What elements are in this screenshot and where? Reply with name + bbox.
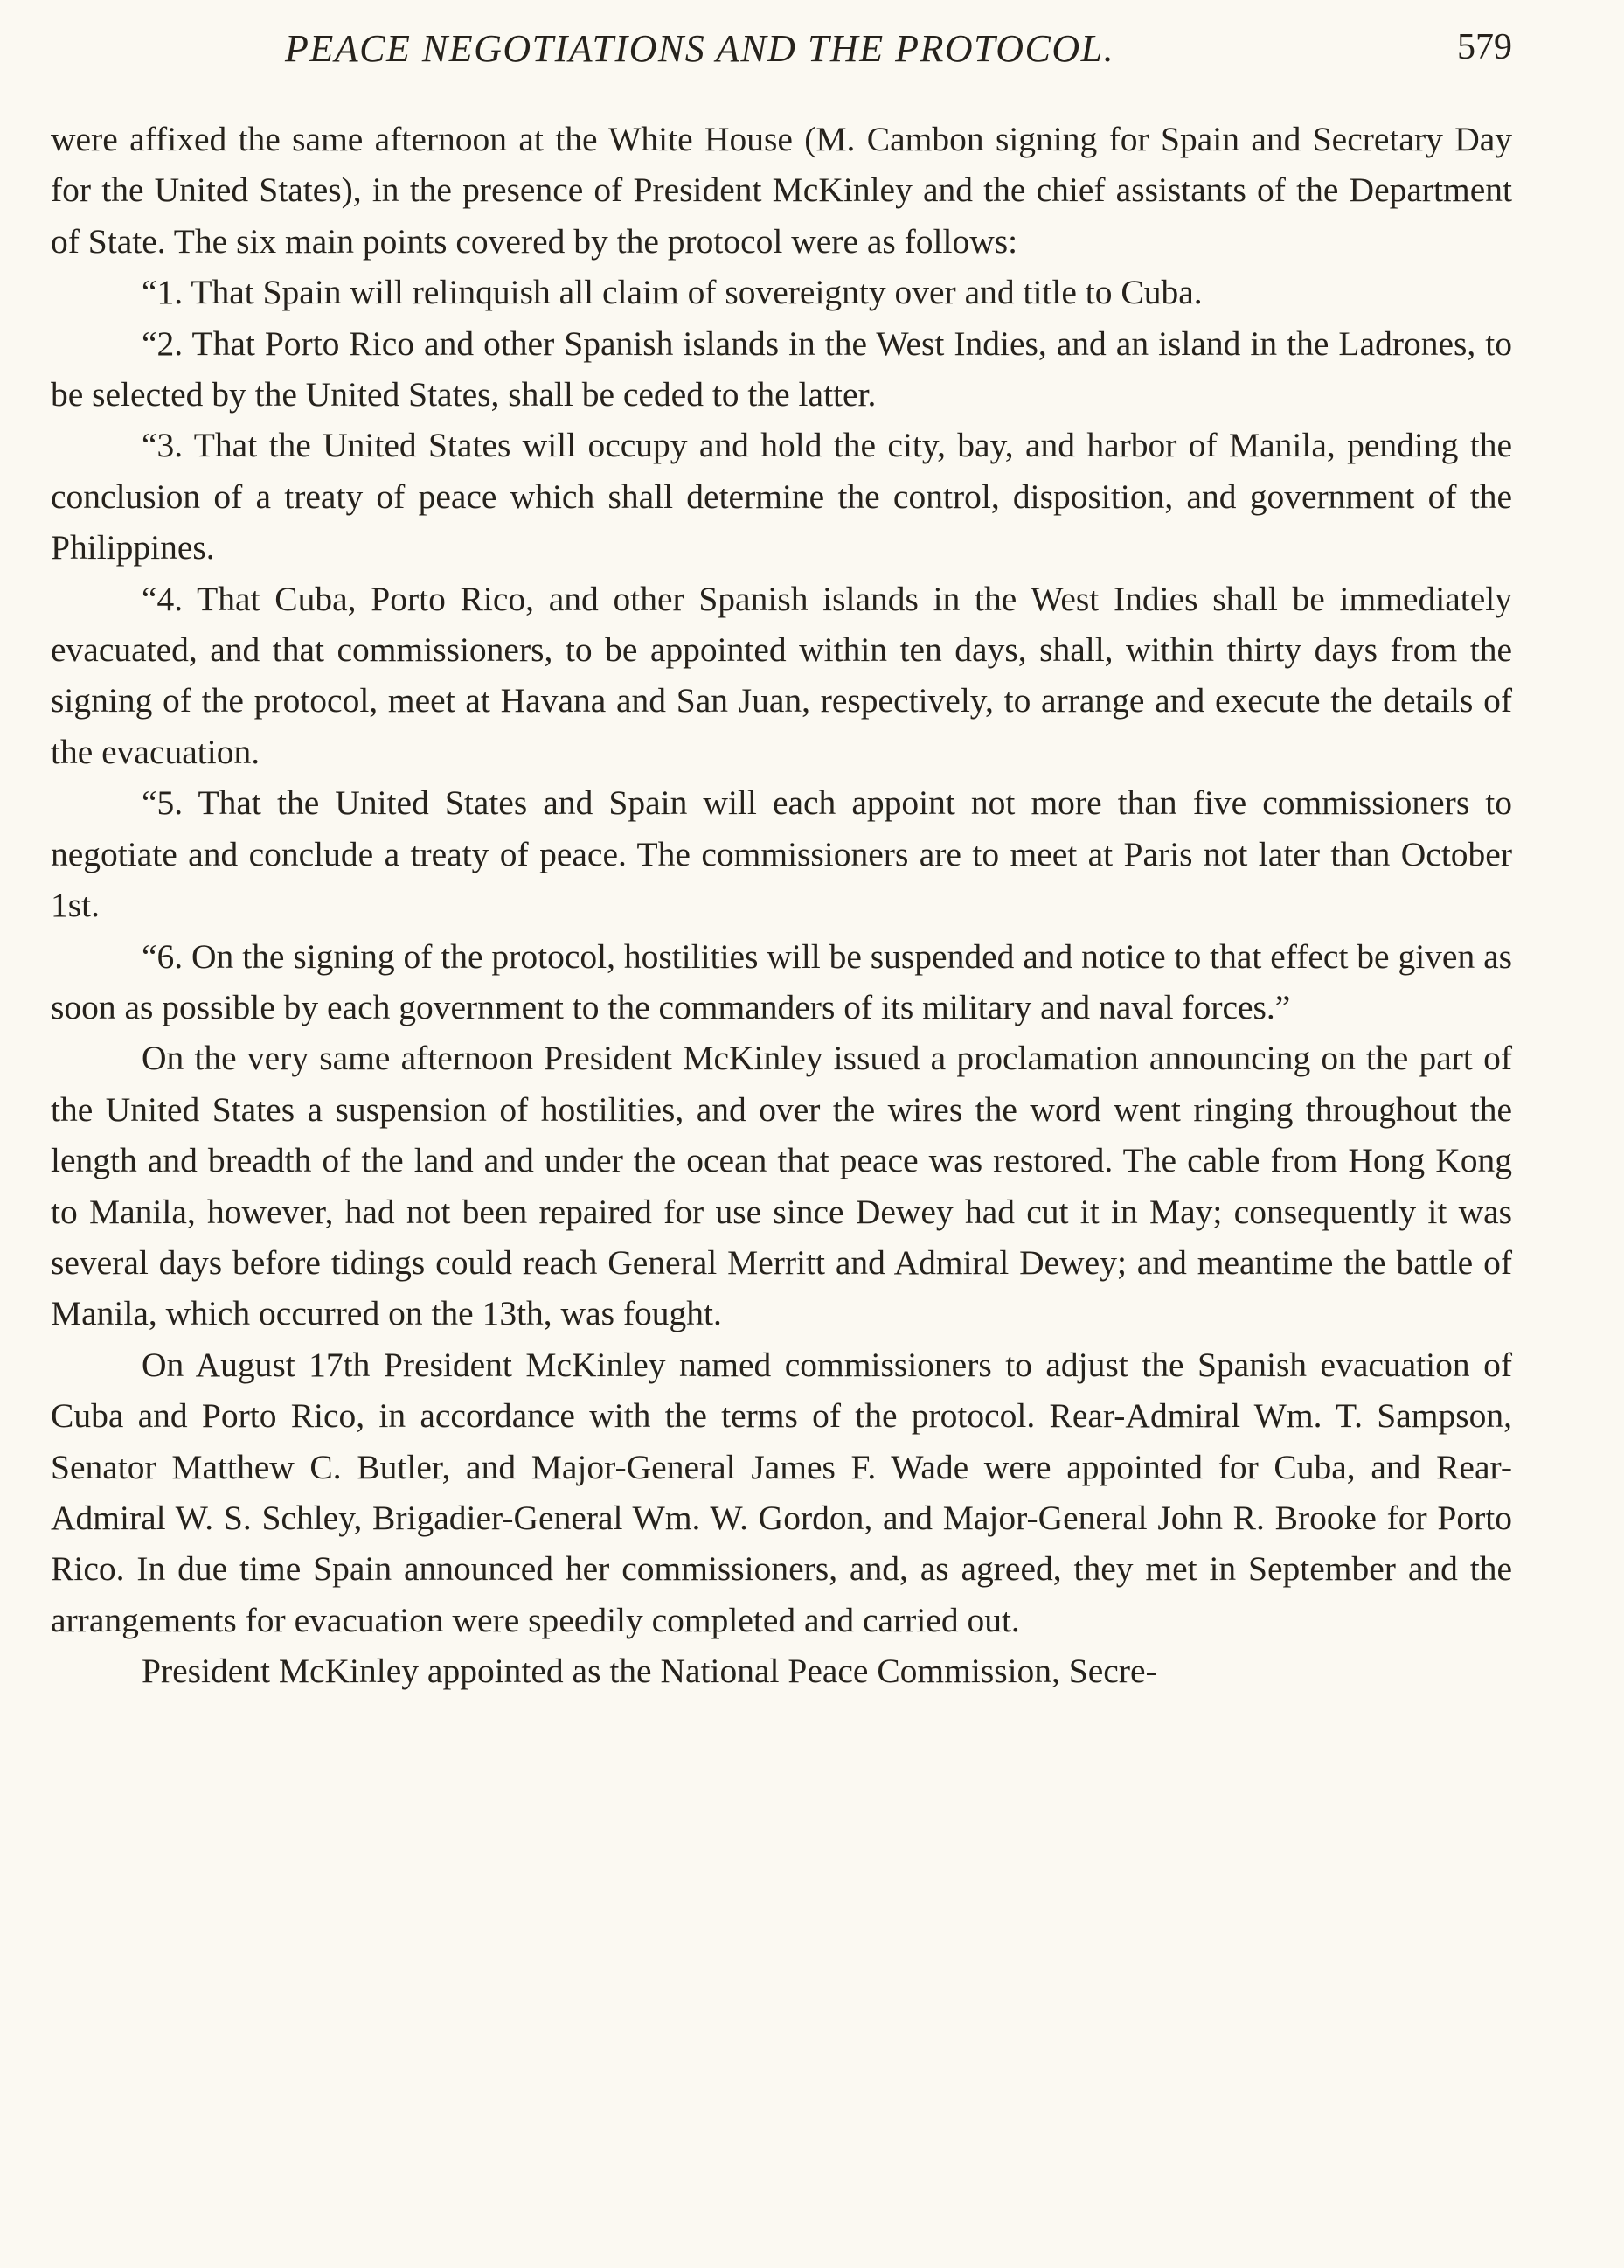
paragraph-peace-commission: President McKinley appointed as the National Peace Commission, Secre- — [142, 1652, 1157, 1691]
protocol-point-5: “5. That the United States and Spain will each appoint not more than five commissioners to negotiate and conclude a treaty of peace. The commissioners are to meet at Paris not later than October 1st. — [51, 783, 1512, 925]
protocol-point-4: “4. That Cuba, Porto Rico, and other Spanish islands in the West Indies shall be immediately evacuated, and that commissioners, to be appointed within ten days, shall, within thirty days from the signing of the protocol, meet at Havana and San Juan, respectively, to arrange and execute the details of the evacuation. — [51, 579, 1512, 771]
paragraph-continued: were affixed the same afternoon at the White House (M. Cambon signing for Spain and Secretary Day for the United States), in the presence of President McKinley and the chief assistants of the Department of State. The six main points covered by the protocol were as follows: — [51, 120, 1512, 261]
running-head — [51, 26, 1512, 79]
paragraph-proclamation: On the very same afternoon President McKinley issued a proclamation announcing on the part of the United States a suspension of hostilities, and over the wires the word went ringing throughout the length and breadth of the land and under the ocean that peace was restored. The cable from Hong Kong to Manila, however, had not been repaired for use since Dewey had cut it in May; consequently it was several days before tidings could reach General Merritt and Admiral Dewey; and meantime the battle of Manila, which occurred on the 13th, was fought. — [51, 1039, 1512, 1333]
book-page — [51, 26, 1512, 2247]
body-text — [51, 114, 1512, 1697]
paragraph-evacuation-commissioners: On August 17th President McKinley named commissioners to adjust the Spanish evacuation of Cuba and Porto Rico, in accordance with the terms of the protocol. Rear-Admiral Wm. T. Sampson, Senator Matthew C. Butler, and Major-General James F. Wade were appointed for Cuba, and Rear-Admiral W. S. Schley, Brigadier-General Wm. W. Gordon, and Major-General John R. Brooke for Porto Rico. In due time Spain announced her commissioners, and, as agreed, they met in September and the arrangements for evacuation were speedily completed and carried out. — [51, 1345, 1512, 1639]
protocol-point-2: “2. That Porto Rico and other Spanish islands in the West Indies, and an island in the Ladrones, to be selected by the United States, shall be ceded to the latter. — [51, 324, 1512, 414]
page-number: 579 — [1457, 27, 1512, 67]
protocol-point-6: “6. On the signing of the protocol, hostilities will be suspended and notice to that effect be given as soon as possible by each government to the commanders of its military and naval forces.” — [51, 936, 1512, 1026]
protocol-point-3: “3. That the United States will occupy and hold the city, bay, and harbor of Manila, pending the conclusion of a treaty of peace which shall determine the control, disposition, and government of the Philippines. — [51, 426, 1512, 567]
protocol-point-1: “1. That Spain will relinquish all claim of sovereignty over and title to Cuba. — [142, 273, 1203, 312]
running-title: PEACE NEGOTIATIONS AND THE PROTOCOL. — [285, 27, 1115, 70]
